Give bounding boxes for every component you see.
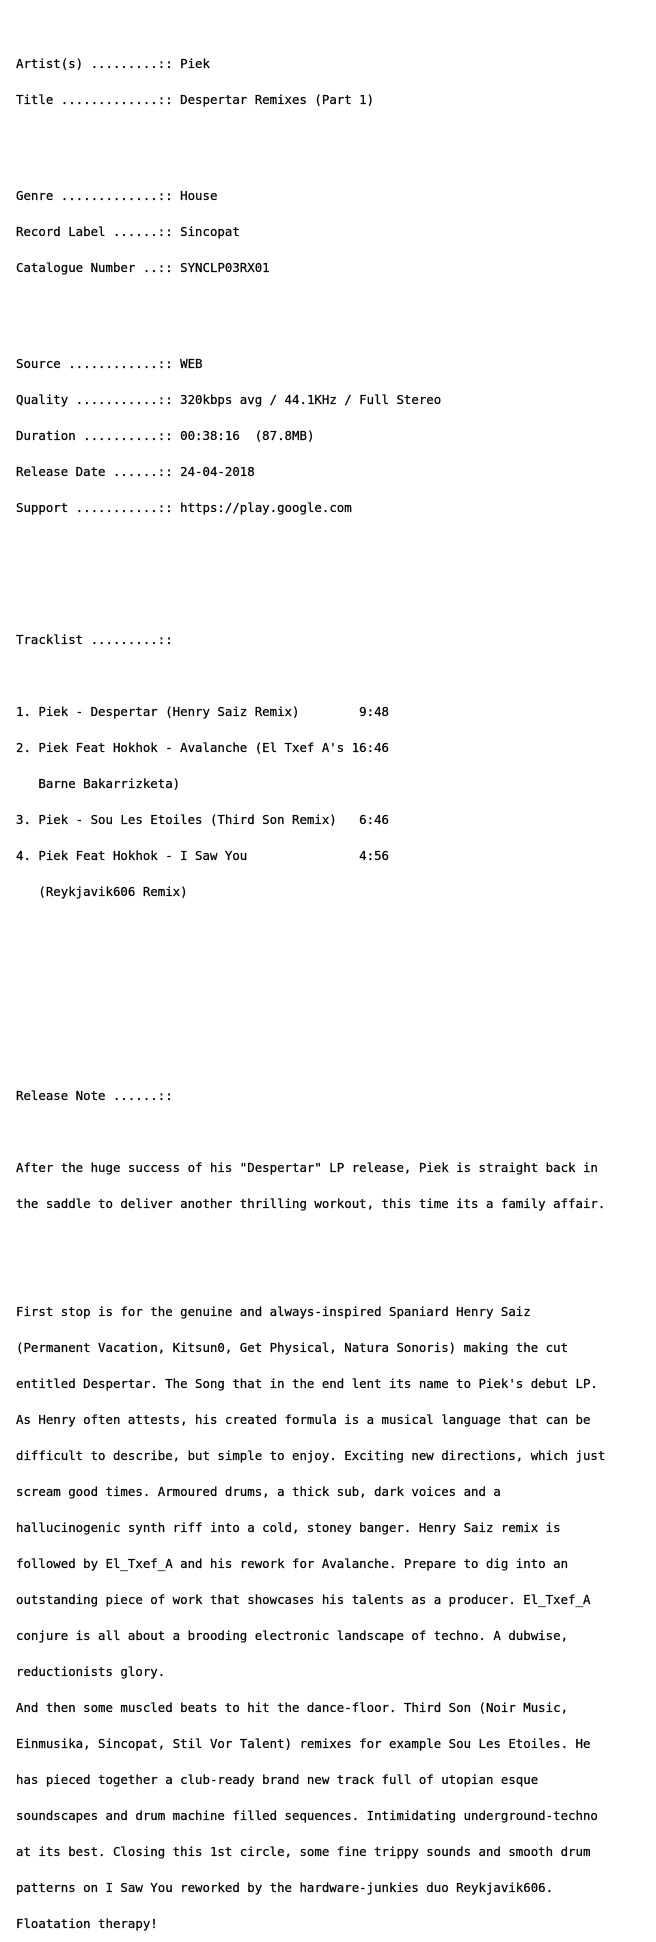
blank-line (16, 574, 652, 586)
field-value: 24-04-2018 (180, 464, 255, 479)
tracklist-line: 3. Piek - Sou Les Etoiles (Third Son Remix) 6:46 (16, 812, 389, 827)
info-row-genre (16, 190, 652, 202)
release-note-line: And then some muscled beats to hit the dance-floor. Third Son (Noir Music, (16, 1700, 569, 1715)
field-value: Piek (180, 56, 210, 71)
release-note-line: entitled Despertar. The Song that in the end lent its name to Piek's debut LP. (16, 1376, 598, 1391)
blank-line (16, 1270, 652, 1282)
info-row-title (16, 94, 652, 106)
info-row-quality (16, 394, 652, 406)
field-label: Release Date ......:: (16, 464, 181, 479)
info-row-catalogue-number (16, 262, 652, 274)
info-row-release-date (16, 466, 652, 478)
release-note-line: As Henry often attests, his created formula is a musical language that can be (16, 1412, 591, 1427)
blank-line (16, 1030, 652, 1042)
field-value: Sincopat (180, 224, 240, 239)
release-note-header: Release Note ......:: (16, 1088, 173, 1103)
release-note-line: has pieced together a club-ready brand new track full of utopian esque (16, 1772, 539, 1787)
blank-line (16, 298, 652, 310)
blank-line (16, 130, 652, 142)
release-note-line: hallucinogenic synth riff into a cold, stoney banger. Henry Saiz remix is (16, 1520, 561, 1535)
blank-line (16, 922, 652, 934)
blank-line (16, 958, 652, 970)
release-note-line: scream good times. Armoured drums, a thick sub, dark voices and a (16, 1484, 501, 1499)
field-label: Quality ...........:: (16, 392, 181, 407)
release-note-line: conjure is all about a brooding electronic landscape of techno. A dubwise, (16, 1628, 569, 1643)
info-row-source (16, 358, 652, 370)
field-value: https://play.google.com (180, 500, 352, 515)
info-row-artist (16, 58, 652, 70)
release-note-line: Einmusika, Sincopat, Stil Vor Talent) remixes for example Sou Les Etoiles. He (16, 1736, 591, 1751)
field-label: Genre .............:: (16, 188, 181, 203)
nfo-text-document (16, 22, 652, 1942)
blank-line (16, 994, 652, 1006)
blank-line (16, 1126, 652, 1138)
tracklist-header: Tracklist .........:: (16, 632, 173, 647)
release-note-line: (Permanent Vacation, Kitsun0, Get Physical, Natura Sonoris) making the cut (16, 1340, 569, 1355)
field-value: 00:38:16 (87.8MB) (180, 428, 315, 443)
release-note-line: difficult to describe, but simple to enjoy. Exciting new directions, which just (16, 1448, 606, 1463)
field-label: Title .............:: (16, 92, 181, 107)
field-label: Duration ..........:: (16, 428, 181, 443)
field-label: Record Label ......:: (16, 224, 181, 239)
release-note-line: at its best. Closing this 1st circle, some fine trippy sounds and smooth drum (16, 1844, 591, 1859)
release-note-line: soundscapes and drum machine filled sequences. Intimidating underground-techno (16, 1808, 598, 1823)
field-value: Despertar Remixes (Part 1) (180, 92, 375, 107)
tracklist-line: (Reykjavik606 Remix) (16, 884, 188, 899)
tracklist-line: 4. Piek Feat Hokhok - I Saw You 4:56 (16, 848, 389, 863)
field-label: Source ............:: (16, 356, 181, 371)
release-note-line: After the huge success of his "Despertar" LP release, Piek is straight back in (16, 1160, 598, 1175)
tracklist-line: Barne Bakarrizketa) (16, 776, 181, 791)
field-value: WEB (180, 356, 203, 371)
release-note-line: reductionists glory. (16, 1664, 166, 1679)
release-note-line: First stop is for the genuine and always-inspired Spaniard Henry Saiz (16, 1304, 531, 1319)
release-note-line: outstanding piece of work that showcases his talents as a producer. El_Txef_A (16, 1592, 591, 1607)
field-label: Support ...........:: (16, 500, 181, 515)
tracklist-line: 2. Piek Feat Hokhok - Avalanche (El Txef A's 16:46 (16, 740, 389, 755)
release-note-line: followed by El_Txef_A and his rework for Avalanche. Prepare to dig into an (16, 1556, 569, 1571)
release-note-line: patterns on I Saw You reworked by the hardware-junkies duo Reykjavik606. (16, 1880, 554, 1895)
info-row-support (16, 502, 652, 514)
blank-line (16, 538, 652, 550)
info-row-record-label (16, 226, 652, 238)
blank-line (16, 1234, 652, 1246)
release-note-line: Floatation therapy! (16, 1916, 158, 1931)
field-value: SYNCLP03RX01 (180, 260, 270, 275)
info-row-duration (16, 430, 652, 442)
field-label: Artist(s) .........:: (16, 56, 181, 71)
tracklist-line: 1. Piek - Despertar (Henry Saiz Remix) 9:48 (16, 704, 389, 719)
field-value: 320kbps avg / 44.1KHz / Full Stereo (180, 392, 442, 407)
field-label: Catalogue Number ..:: (16, 260, 181, 275)
blank-line (16, 670, 652, 682)
field-value: House (180, 188, 218, 203)
release-note-line: the saddle to deliver another thrilling workout, this time its a family affair. (16, 1196, 606, 1211)
